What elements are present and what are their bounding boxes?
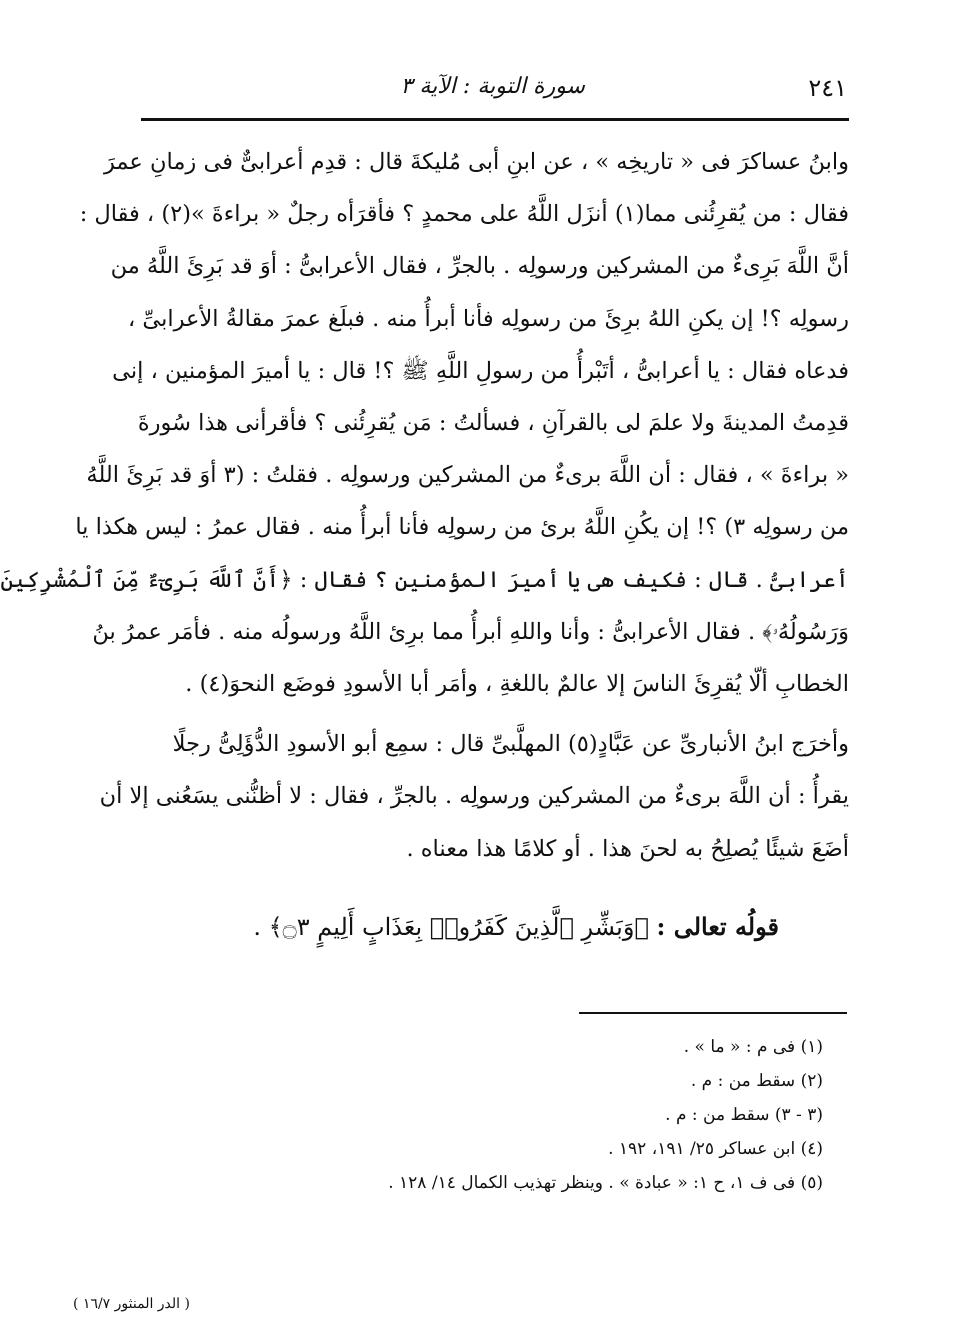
- footnote: (٥) فى ف ١، ح ١: « عبادة » . وينظر تهذيب الكمال ١٤/ ١٢٨ .: [388, 1173, 823, 1193]
- text-line: فدعاه فقال : يا أعرابىُّ ، أتَبْرأُ من رسولِ اللَّهِ ﷺ ؟! قال : يا أميرَ المؤمنين ، إنى: [112, 357, 849, 384]
- text-line: وأخرَج ابنُ الأنبارىِّ عن عَبَّادٍ(٥) المهلَّبىِّ قال : سمِع أبو الأسودِ الدُّؤَلِىُّ رجلًا: [172, 731, 849, 758]
- text-line: الخطابِ ألّا يُقرِئَ الناسَ إلا عالمٌ باللغةِ ، وأمَر أبا الأسودِ فوضَع النحوَ(٤) .: [185, 671, 849, 698]
- page-number: ٢٤١: [808, 74, 847, 102]
- text-line: يقرأُ : أن اللَّهَ برىءٌ من المشركين ورسولِه . بالجرِّ ، فقال : لا أظنُّنى يسَعُنى إلا أن: [99, 783, 849, 810]
- footnotes: [313, 1030, 823, 1200]
- text-line: أنَّ اللَّهَ بَرِىءٌ من المشركين ورسولِه . بالجرِّ ، فقال الأعرابىُّ : أوَ قد بَرِئَ اللَّهُ من: [110, 253, 849, 280]
- text-line: وابنُ عساكرَ فى « تاريخِه » ، عن ابنِ أبى مُليكةَ قال : قدِم أعرابىٌّ فى زمانِ عمرَ: [104, 149, 849, 175]
- verse-heading: [137, 912, 849, 941]
- paragraph-2: [99, 718, 849, 875]
- footnote: (١) فى م : « ما » .: [683, 1037, 823, 1057]
- running-title: سورة التوبة : الآية ٣: [400, 74, 585, 99]
- footnote: (٢) سقط من : م .: [690, 1071, 823, 1091]
- text-line: رسولِه ؟! إن يكنِ اللهُ برِئَ من رسولِه فأنا أبرأُ منه . فبلَغ عمرَ مقالةُ الأعرابىِّ ،: [127, 305, 849, 332]
- page-header: [141, 68, 847, 112]
- text-line: فقال : من يُقرِئُنى مما(١) أنزَل اللَّهُ على محمدٍ ؟ فأقرَأه رجلٌ « براءةَ »(٢) ، فقال :: [79, 201, 849, 228]
- footnote-rule: [579, 1012, 847, 1014]
- text-line: من رسولِه ٣) ؟! إن يكُنِ اللَّهُ برئ من رسولِه فأنا أبرأُ منه . فقال عمرُ : ليس هكذا يا: [75, 514, 849, 541]
- footnote: (٣ - ٣) سقط من : م .: [665, 1105, 823, 1125]
- text-line: قدِمتُ المدينةَ ولا علمَ لى بالقرآنِ ، فسألتُ : مَن يُقرِئُنى ؟ فأقرأنى هذا سُورةَ: [137, 410, 849, 437]
- text-line: أعرابىُّ . قال : فكيف هى يا أميرَ المؤمنين ؟ فقال : ﴿أَنَّ ٱللَّهَ بَرِىٓءٌ مِّنَ ٱلْمُشْرِكِينَ: [0, 566, 849, 593]
- verse-intro: قولُه تعالى :: [656, 912, 779, 941]
- header-rule: [141, 118, 849, 121]
- bottom-reference: ( الدر المنثور ١٦/٧ ): [73, 1296, 190, 1312]
- verse-text: ﴿وَبَشِّرِ ٱلَّذِينَ كَفَرُوا۟ بِعَذَابٍ أَلِيمٍ ۝٣﴾ .: [253, 913, 649, 941]
- text-line: « براءةَ » ، فقال : أن اللَّهَ برىءٌ من المشركين ورسولِه . فقلتُ : (٣ أوَ قد بَرِئَ اللَّهُ: [86, 462, 849, 489]
- text-line: وَرَسُولُهُۥ﴾ . فقال الأعرابىُّ : وأنا واللهِ أبرأُ مما برِئ اللَّهُ ورسولُه منه . فأمَر عمرُ بنُ: [92, 618, 849, 645]
- footnote: (٤) ابن عساكر ٢٥/ ١٩١، ١٩٢ .: [608, 1139, 823, 1159]
- text-line: أضَعَ شيئًا يُصلِحُ به لحنَ هذا . أو كلامًا هذا معناه .: [406, 835, 849, 862]
- paragraph-1: [0, 136, 849, 710]
- main-text: [0, 136, 849, 875]
